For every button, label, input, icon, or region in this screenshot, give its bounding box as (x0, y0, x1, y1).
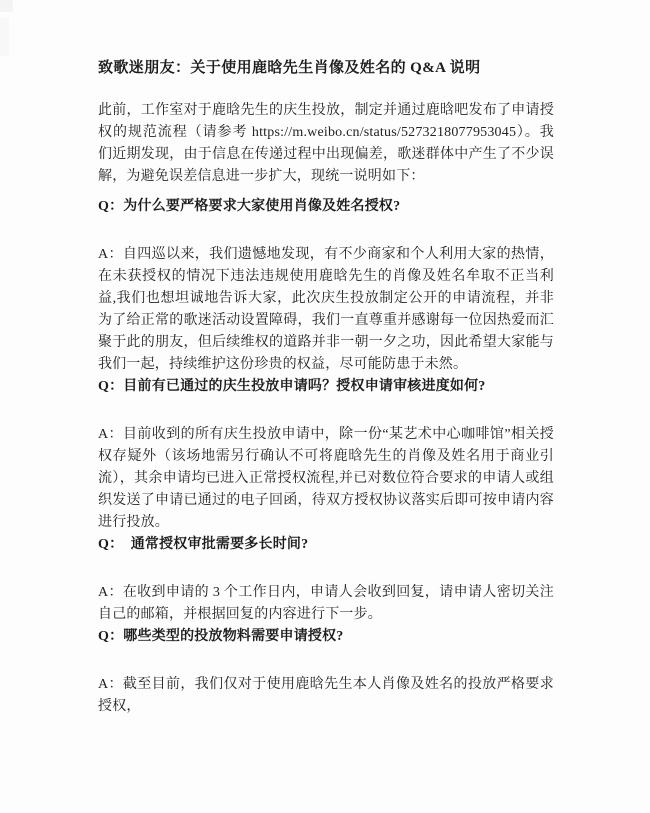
scan-artifact-strip (0, 18, 9, 56)
qa-block-3 (98, 534, 554, 626)
qa-question-1: Q：为什么要严格要求大家使用肖像及姓名授权? (98, 199, 401, 214)
document-content (98, 57, 554, 718)
intro-paragraph: 此前，工作室对于鹿晗先生的庆生投放，制定并通过鹿晗吧发布了申请授权的规范流程（请参考 https://m.weibo.cn/status/5273218077953045）。我们近期发现，由于信息在传递过程中出现偏差，歌迷群体中产生了不少误解，为避免误差信息进一步扩大，现统一说明如下： (98, 103, 554, 184)
qa-answer-3: A：在收到申请的 3 个工作日内，申请人会收到回复，请申请人密切关注自己的邮箱，并根据回复的内容进行下一步。 (98, 585, 554, 622)
qa-block-2 (98, 376, 554, 534)
qa-question-4: Q：哪些类型的投放物料需要申请授权? (98, 629, 344, 644)
qa-block-4 (98, 626, 554, 718)
qa-answer-1: A：自四巡以来，我们遗憾地发现，有不少商家和个人利用大家的热情，在未获授权的情况下违法违规使用鹿晗先生的肖像及姓名牟取不正当利益,我们也想坦诚地告诉大家，此次庆生投放制定公开的申请流程，并非为了给正常的歌迷活动设置障碍，我们一直尊重并感谢每一位因热爱而汇聚于此的朋友，但后续维权的道路并非一朝一夕之功，因此希望大家能与我们一起，持续维护这份珍贵的权益，尽可能防患于未然。 (98, 247, 554, 372)
page-title: 致歌迷朋友：关于使用鹿晗先生肖像及姓名的 Q&A 说明 (98, 60, 481, 76)
qa-question-3: Q： 通常授权审批需要多长时间? (98, 537, 309, 552)
qa-block-1 (98, 196, 554, 376)
qa-answer-4: A：截至目前，我们仅对于使用鹿晗先生本人肖像及姓名的投放严格要求授权， (98, 677, 554, 714)
qa-answer-2: A：目前收到的所有庆生投放申请中，除一份“某艺术中心咖啡馆”相关授权存疑外（该场地需另行确认不可将鹿晗先生的肖像及姓名用于商业引流），其余申请均已进入正常授权流程,并已对数位符合要求的申请人或组织发送了申请已通过的电子回函，待双方授权协议落实后即可按申请内容进行投放。 (98, 427, 554, 530)
qa-question-2: Q：目前有已通过的庆生投放申请吗？授权申请审核进度如何? (98, 379, 486, 394)
scan-artifact-corner (0, 0, 13, 12)
